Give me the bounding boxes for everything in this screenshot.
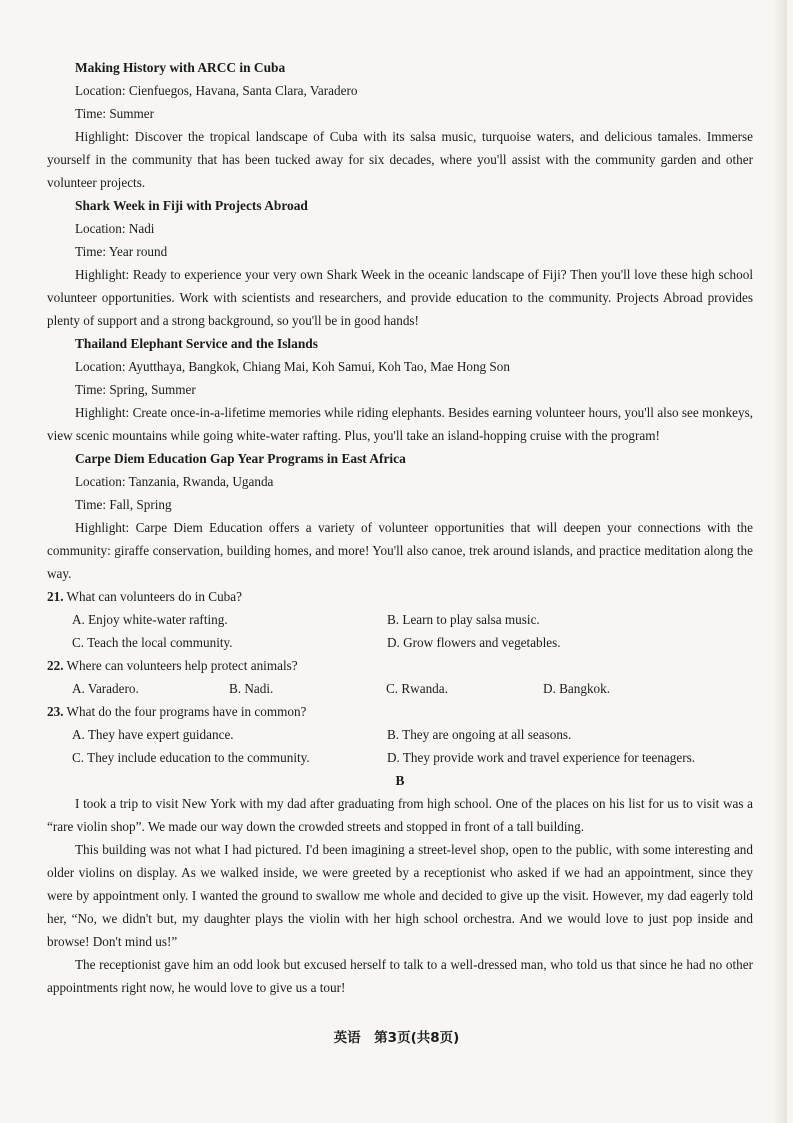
question-text: What do the four programs have in common? [66, 704, 307, 719]
answer-options [47, 723, 753, 769]
option-a[interactable]: A. They have expert guidance. [72, 727, 234, 742]
program-time: Time: Fall, Spring [75, 497, 172, 512]
program-highlight: Highlight: Create once-in-a-lifetime memories while riding elephants. Besides earning volunteer hours, you'll also see monkeys, view scenic mountains while going white-water rafting. Plus, you'll take an island-hopping cruise with the program! [47, 405, 753, 443]
program-highlight: Highlight: Discover the tropical landscape of Cuba with its salsa music, turquoise waters, and delicious tamales. Immerse yourself in the community that has been tucked away for six decades, where you'll assist with the community garden and other volunteer projects. [47, 129, 753, 190]
program-highlight: Highlight: Ready to experience your very own Shark Week in the oceanic landscape of Fiji? Then you'll love these high school volunteer opportunities. Work with scientists and researchers, and provide education to the community. Projects Abroad provides plenty of support and a strong background, so you'll be in good hands! [47, 267, 753, 328]
option-d[interactable]: D. They provide work and travel experience for teenagers. [387, 750, 696, 765]
section-b-passage [47, 792, 753, 999]
option-b[interactable]: B. They are ongoing at all seasons. [387, 727, 572, 742]
answer-options [47, 677, 753, 700]
question-stem [47, 654, 753, 677]
question-text: What can volunteers do in Cuba? [66, 589, 242, 604]
program-location: Location: Cienfuegos, Havana, Santa Clara, Varadero [75, 83, 358, 98]
page-content [47, 56, 753, 999]
option-c[interactable]: C. Rwanda. [386, 681, 448, 696]
program-cuba [47, 56, 753, 194]
question-text: Where can volunteers help protect animals? [66, 658, 298, 673]
option-c[interactable]: C. Teach the local community. [72, 635, 233, 650]
option-b[interactable]: B. Nadi. [229, 681, 274, 696]
program-thailand [47, 332, 753, 447]
program-location: Location: Nadi [75, 221, 155, 236]
program-title: Thailand Elephant Service and the Islands [75, 336, 318, 351]
page-edge-shadow [773, 0, 787, 1123]
program-title: Carpe Diem Education Gap Year Programs in East Africa [75, 451, 406, 466]
passage-paragraph: I took a trip to visit New York with my dad after graduating from high school. One of the places on his list for us to visit was a “rare violin shop”. We made our way down the crowded streets and stopped in front of a tall building. [47, 796, 753, 834]
program-east-africa [47, 447, 753, 585]
answer-options [47, 608, 753, 654]
question-stem [47, 585, 753, 608]
question-number: 22. [47, 658, 64, 673]
option-a[interactable]: A. Varadero. [72, 681, 139, 696]
program-title: Shark Week in Fiji with Projects Abroad [75, 198, 308, 213]
program-time: Time: Spring, Summer [75, 382, 196, 397]
option-b[interactable]: B. Learn to play salsa music. [387, 612, 540, 627]
option-d[interactable]: D. Grow flowers and vegetables. [387, 635, 561, 650]
question-number: 21. [47, 589, 64, 604]
program-location: Location: Ayutthaya, Bangkok, Chiang Mai, Koh Samui, Koh Tao, Mae Hong Son [75, 359, 510, 374]
section-b-heading: B [395, 773, 405, 788]
program-time: Time: Year round [75, 244, 168, 259]
option-d[interactable]: D. Bangkok. [543, 681, 611, 696]
passage-paragraph: This building was not what I had pictured. I'd been imagining a street-level shop, open to the public, with some interesting and older violins on display. As we walked inside, we were greeted by a receptionist who asked if we had an appointment, since they were by appointment only. I wanted the ground to swallow me whole and decided to give up the visit. However, my dad eagerly told her, “No, we didn't but, my daughter plays the violin with her high school orchestra. And we would love to just pop inside and browse! Don't mind us!” [47, 842, 753, 949]
program-fiji [47, 194, 753, 332]
question-22 [47, 654, 753, 700]
option-a[interactable]: A. Enjoy white-water rafting. [72, 612, 228, 627]
program-highlight: Highlight: Carpe Diem Education offers a variety of volunteer opportunities that will deepen your connections with the community: giraffe conservation, building homes, and more! You'll also canoe, trek around islands, and practice meditation along the way. [47, 520, 753, 581]
passage-paragraph: The receptionist gave him an odd look but excused herself to talk to a well-dressed man, who told us that since he had no other appointments right now, he would love to give us a tour! [47, 957, 753, 995]
program-location: Location: Tanzania, Rwanda, Uganda [75, 474, 274, 489]
program-title: Making History with ARCC in Cuba [75, 60, 286, 75]
page-footer: 英语 第3页(共8页) [333, 1030, 460, 1046]
question-number: 23. [47, 704, 64, 719]
question-23 [47, 700, 753, 769]
question-21 [47, 585, 753, 654]
option-c[interactable]: C. They include education to the community. [72, 750, 310, 765]
question-stem [47, 700, 753, 723]
program-time: Time: Summer [75, 106, 155, 121]
